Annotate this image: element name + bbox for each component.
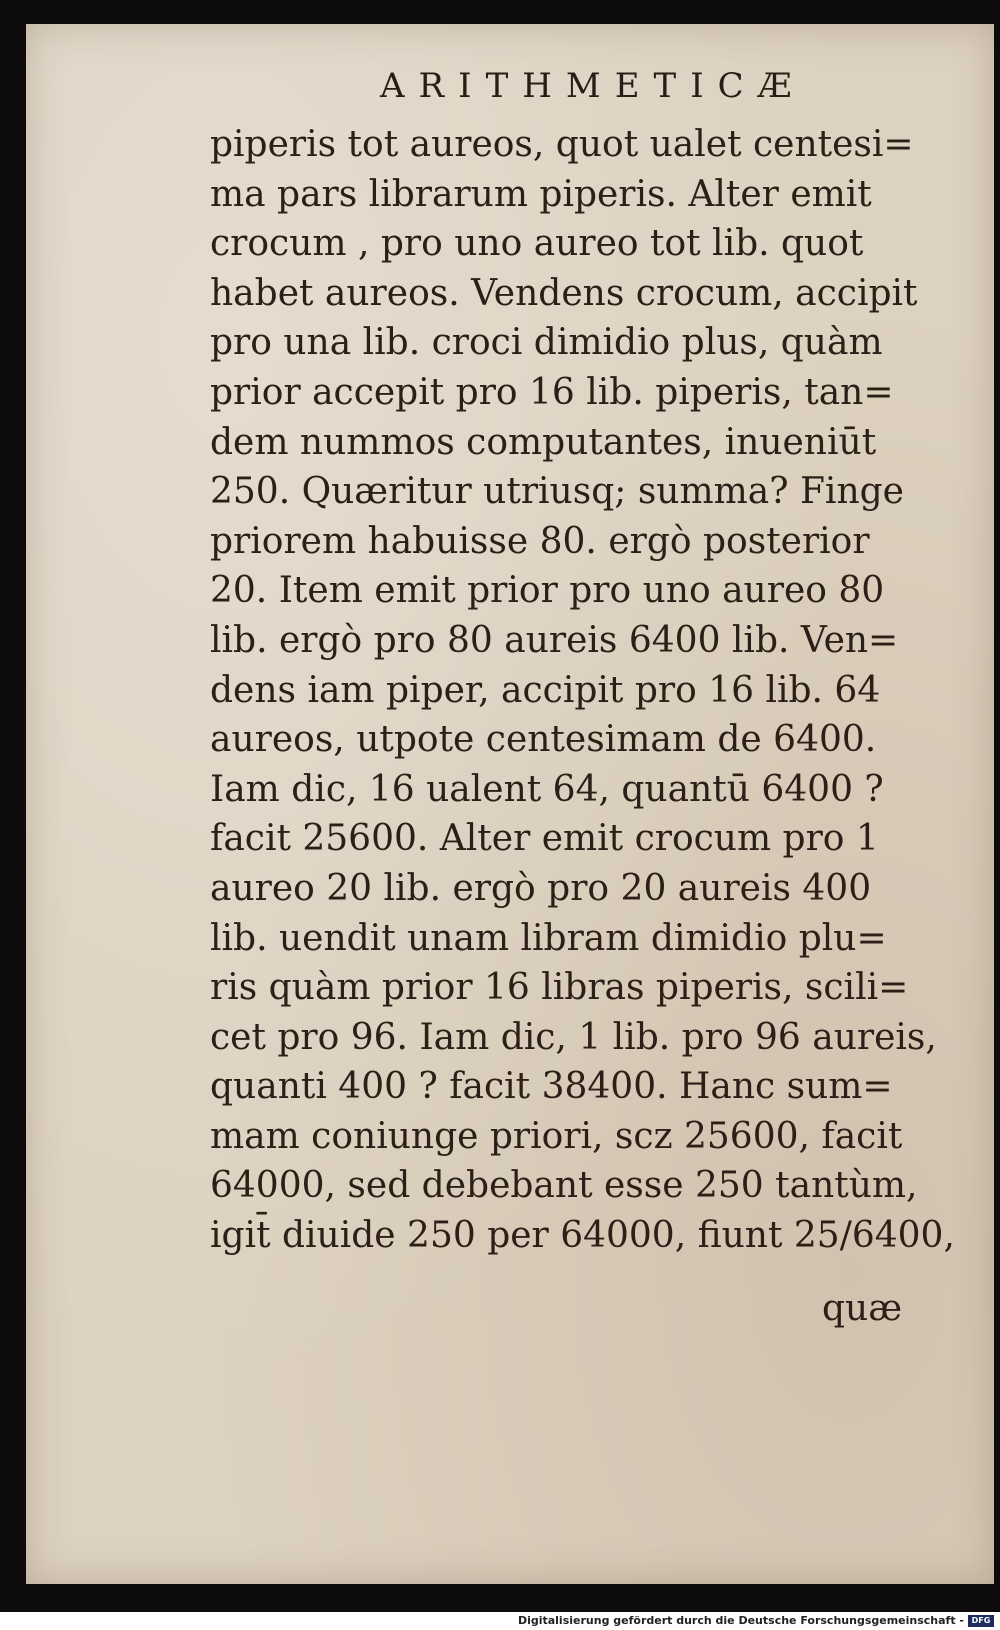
text-line: aureos, utpote centesimam de 6400. — [210, 719, 877, 761]
text-line: ma pars librarum piperis. Alter emit — [210, 173, 872, 215]
text-line: piperis tot aureos, quot ualet centesi= — [210, 124, 914, 165]
funding-notice: Digitalisierung gefördert durch die Deutsche Forschungsgemeinschaft - — [517, 1614, 964, 1627]
text-line: Iam dic, 16 ualent 64, quantū 6400 ? — [210, 768, 884, 810]
text-line: igit̄ diuide 250 per 64000, fiunt 25/6400, — [210, 1215, 955, 1257]
text-line: 20. Item emit prior pro uno aureo 80 — [210, 570, 885, 612]
text-line: prior accepit pro 16 lib. piperis, tan= — [210, 371, 894, 413]
text-line: aureo 20 lib. ergò pro 20 aureis 400 — [210, 867, 872, 909]
text-line: habet aureos. Vendens crocum, accipit — [210, 272, 918, 314]
text-line: dens iam piper, accipit pro 16 lib. 64 — [210, 669, 881, 711]
text-line: 250. Quæritur utriusq; summa? Finge — [210, 471, 904, 513]
text-line: quanti 400 ? facit 38400. Hanc sum= — [210, 1066, 893, 1108]
text-line: priorem habuisse 80. ergò posterior — [210, 520, 870, 562]
text-line: ris quàm prior 16 libras piperis, scili= — [210, 967, 909, 1009]
text-line: mam coniunge priori, scz 25600, facit — [210, 1115, 903, 1157]
text-line: dem nummos computantes, inueniūt — [210, 421, 877, 463]
text-line: pro una lib. croci dimidio plus, quàm — [210, 322, 883, 364]
text-line: lib. ergò pro 80 aureis 6400 lib. Ven= — [210, 619, 899, 661]
page-body-text — [210, 120, 955, 1261]
dfg-logo-icon: DFG — [968, 1615, 994, 1627]
text-line: facit 25600. Alter emit crocum pro 1 — [210, 818, 879, 860]
text-line: lib. uendit unam libram dimidio plu= — [210, 917, 887, 959]
text-line: cet pro 96. Iam dic, 1 lib. pro 96 aureis, — [210, 1016, 937, 1058]
text-line: crocum , pro uno aureo tot lib. quot — [210, 223, 864, 265]
catchword: quæ — [822, 1288, 903, 1329]
text-line: 64000, sed debebant esse 250 tantùm, — [210, 1165, 918, 1207]
running-title: ARITHMETICÆ — [380, 66, 806, 106]
